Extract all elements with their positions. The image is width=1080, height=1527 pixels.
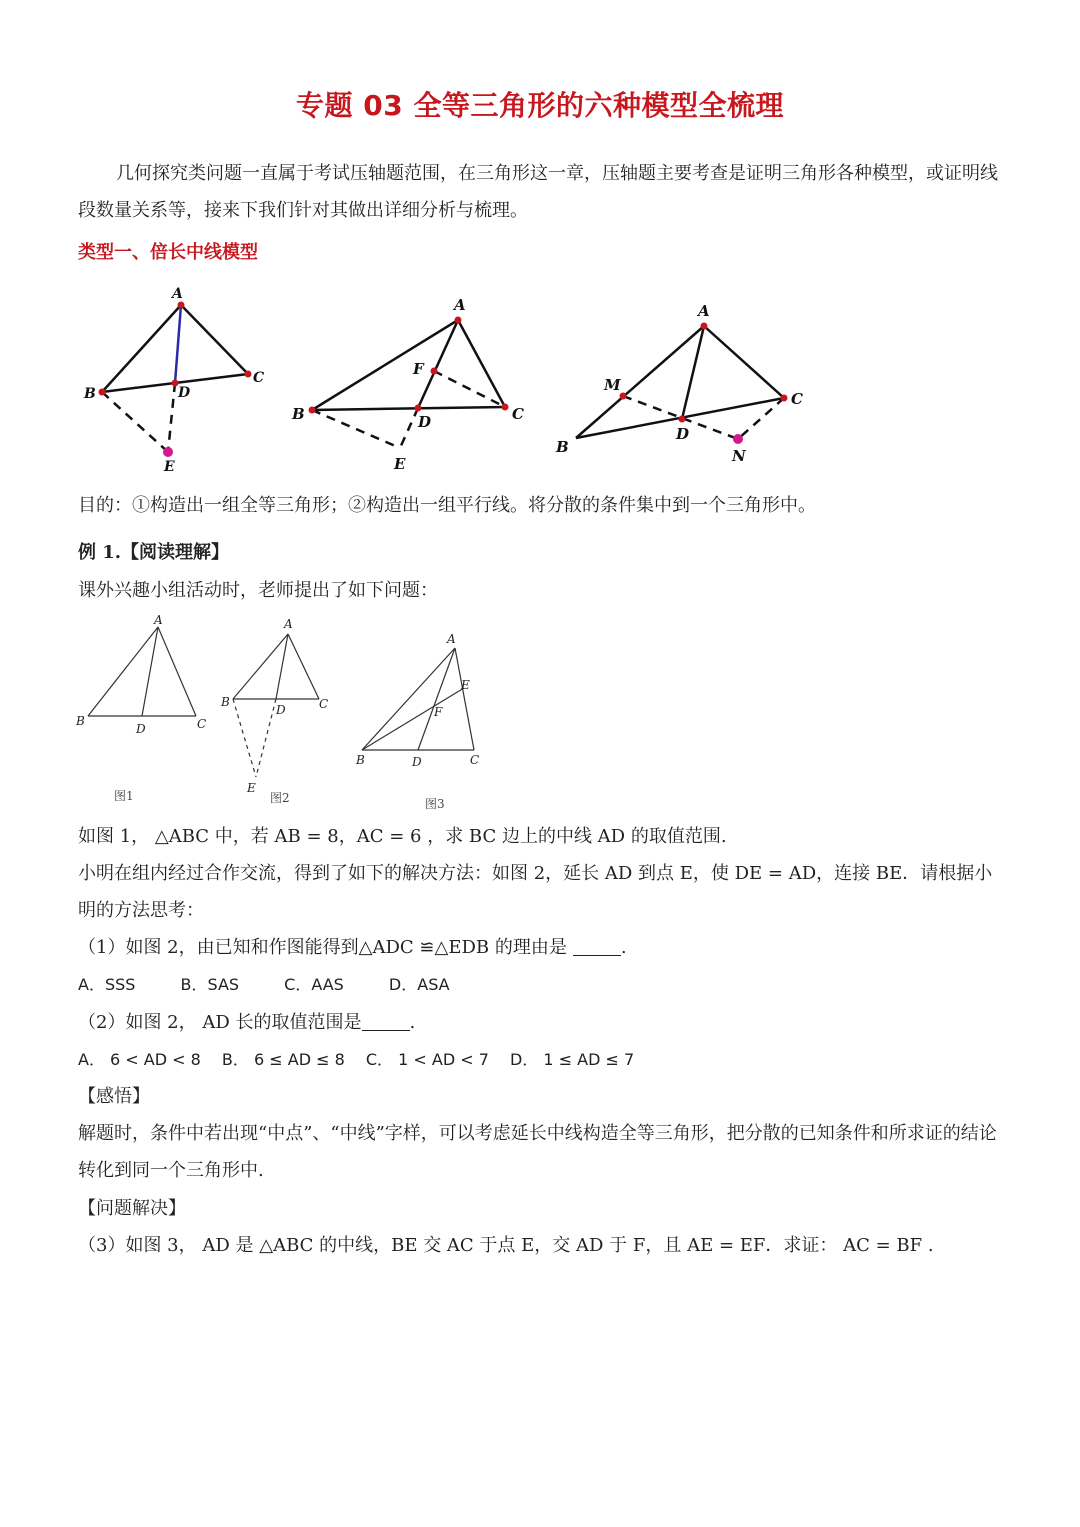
model-figures-top (60, 280, 820, 480)
q1-option-a: A．SSS (78, 975, 136, 994)
fig-b-label-B: B (292, 405, 305, 423)
fig2-caption: 图2 (270, 791, 290, 805)
fig3-caption: 图3 (425, 797, 445, 811)
page-title: 专题 03 全等三角形的六种模型全梳理 (296, 89, 784, 122)
question-2-options (78, 1041, 1008, 1078)
fig2-label-C: C (319, 697, 329, 711)
example-heading: 例 1.【阅读理解】 (78, 542, 230, 563)
question-intro: 如图 1， △ABC 中，若 AB = 8，AC = 6 ，求 BC 边上的中线 AD 的取值范围. (78, 826, 727, 847)
q2-option-a: A． 6 < AD < 8 (78, 1050, 201, 1069)
q1-option-b: B．SAS (180, 975, 240, 994)
answer-blank-2 (362, 1012, 410, 1031)
question-1-text: （1）如图 2，由已知和作图能得到△ADC ≌△EDB 的理由是 (78, 937, 567, 958)
q2-option-b: B． 6 ≤ AD ≤ 8 (221, 1050, 345, 1069)
answer-blank-1 (573, 937, 621, 956)
fig1-caption: 图1 (114, 789, 134, 803)
fig3-label-D: D (412, 755, 422, 769)
q1-option-d: D．ASA (388, 975, 450, 994)
question-1-options (78, 966, 1008, 1003)
example-line1: 课外兴趣小组活动时，老师提出了如下问题： (78, 580, 438, 601)
intro-paragraph: 几何探究类问题一直属于考试压轴题范围，在三角形这一章，压轴题主要考查是证明三角形各种模型，或证明线段数量关系等，接来下我们针对其做出详细分析与梳理。 (78, 163, 998, 221)
fig-b-label-A: A (454, 296, 466, 314)
fig-a-label-E: E (164, 459, 175, 475)
fig-b-label-D: D (418, 413, 432, 431)
q1-option-c: C．AAS (284, 975, 344, 994)
solve-heading: 【问题解决】 (78, 1198, 186, 1219)
q2-option-c: C． 1 < AD < 7 (365, 1050, 489, 1069)
fig3-label-B: B (356, 753, 365, 767)
fig2-label-E: E (247, 781, 256, 795)
fig1-label-B: B (76, 714, 85, 728)
figure-b (312, 320, 505, 448)
fig-c-label-C: C (791, 390, 803, 408)
fig-b-label-F: F (413, 360, 424, 378)
purpose-text: 目的：①构造出一组全等三角形；②构造出一组平行线。将分散的条件集中到一个三角形中。 (78, 495, 816, 516)
fig-a-label-A: A (172, 286, 183, 302)
fig1-label-C: C (197, 717, 207, 731)
fig3-label-C: C (470, 753, 480, 767)
method-text: 小明在组内经过合作交流，得到了如下的解决方法：如图 2，延长 AD 到点 E，使 DE = AD，连接 BE．请根据小明的方法思考： (78, 863, 993, 921)
insight-text: 解题时，条件中若出现“中点”、“中线”字样，可以考虑延长中线构造全等三角形，把分散的已知条件和所求证的结论转化到同一个三角形中. (78, 1123, 997, 1181)
question-3: （3）如图 3， AD 是 △ABC 的中线，BE 交 AC 于点 E，交 AD 于 F，且 AE = EF．求证： AC = BF . (78, 1235, 934, 1256)
fig-c-label-A: A (698, 302, 710, 320)
example-figures (70, 612, 510, 817)
fig-a-label-B: B (84, 386, 96, 402)
fig2-label-A: A (284, 617, 293, 631)
question-1: （1）如图 2，由已知和作图能得到△ADC ≌△EDB 的理由是 . (78, 937, 627, 958)
fig3-label-A: A (447, 632, 456, 646)
section-heading-1: 类型一、倍长中线模型 (78, 242, 258, 263)
q2-option-d: D． 1 ≤ AD ≤ 7 (510, 1050, 635, 1069)
fig-c-label-D: D (676, 425, 690, 443)
question-2: （2）如图 2， AD 长的取值范围是 . (78, 1012, 416, 1033)
fig-b-label-C: C (512, 405, 524, 423)
fig2-label-D: D (276, 703, 286, 717)
fig3-label-F: F (434, 705, 443, 719)
fig-c-label-N: N (732, 447, 746, 465)
fig-a-label-D: D (178, 385, 191, 401)
fig-c-label-M: M (604, 376, 621, 394)
figure-a (102, 305, 248, 452)
fig-c-label-B: B (556, 438, 569, 456)
question-2-text: （2）如图 2， AD 长的取值范围是 (78, 1012, 362, 1033)
fig2-label-B: B (221, 695, 230, 709)
fig-a-label-C: C (253, 370, 265, 386)
fig3-label-E: E (461, 678, 470, 692)
fig1-label-D: D (136, 722, 146, 736)
fig1-label-A: A (154, 613, 163, 627)
fig-b-label-E: E (394, 455, 406, 473)
insight-heading: 【感悟】 (78, 1086, 150, 1107)
